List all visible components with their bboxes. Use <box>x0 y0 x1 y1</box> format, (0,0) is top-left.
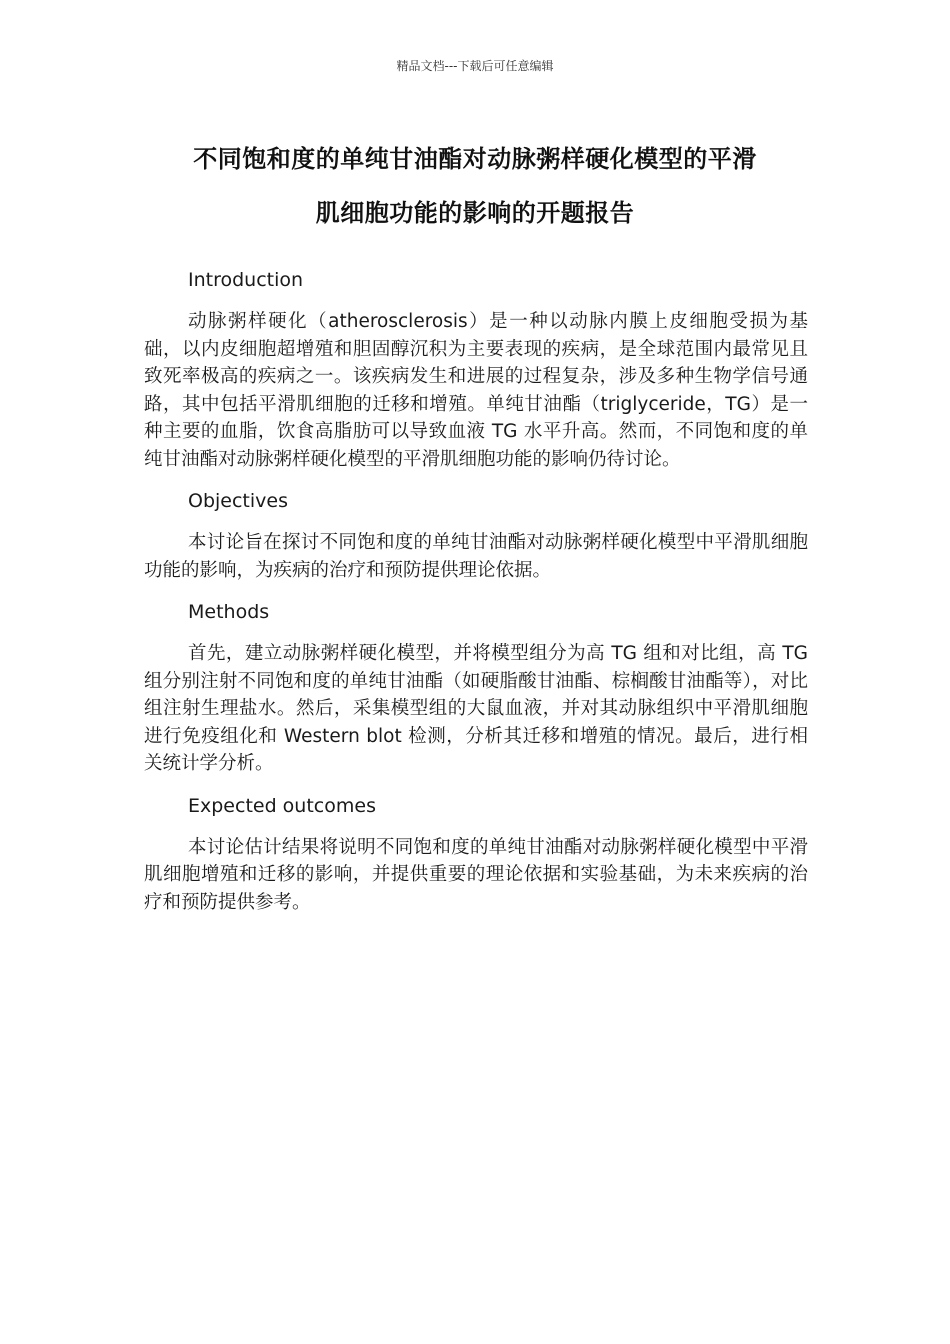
methods-heading: Methods <box>188 601 270 623</box>
document-body <box>144 266 808 930</box>
title-line-1: 不同饱和度的单纯甘油酯对动脉粥样硬化模型的平滑 <box>193 145 757 173</box>
expected-outcomes-paragraph: 本讨论估计结果将说明不同饱和度的单纯甘油酯对动脉粥样硬化模型中平滑肌细胞增殖和迁移的影响，并提供重要的理论依据和实验基础，为未来疾病的治疗和预防提供参考。 <box>144 836 808 913</box>
expected-outcomes-heading: Expected outcomes <box>188 794 376 817</box>
methods-paragraph: 首先，建立动脉粥样硬化模型，并将模型组分为高 TG 组和对比组，高 TG 组分别注射不同饱和度的单纯甘油酯（如硬脂酸甘油酯、棕榈酸甘油酯等），对比组注射生理盐水。然后，采集模型组的大鼠血液，并对其动脉组织中平滑肌细胞进行免疫组化和 Western blot 检测，分析其迁移和增殖的情况。最后，进行相关统计学分析。 <box>144 643 808 774</box>
document-title <box>130 132 820 240</box>
introduction-heading: Introduction <box>188 269 304 291</box>
title-line-2: 肌细胞功能的影响的开题报告 <box>315 199 635 227</box>
page-header: 精品文档---下载后可任意编辑 <box>396 59 554 73</box>
objectives-heading: Objectives <box>188 490 288 512</box>
objectives-paragraph: 本讨论旨在探讨不同饱和度的单纯甘油酯对动脉粥样硬化模型中平滑肌细胞功能的影响，为疾病的治疗和预防提供理论依据。 <box>144 532 808 581</box>
introduction-paragraph: 动脉粥样硬化（atherosclerosis）是一种以动脉内膜上皮细胞受损为基础，以内皮细胞超增殖和胆固醇沉积为主要表现的疾病，是全球范围内最常见且致死率极高的疾病之一。该疾病发生和进展的过程复杂，涉及多种生物学信号通路，其中包括平滑肌细胞的迁移和增殖。单纯甘油酯（triglyceride，TG）是一种主要的血脂，饮食高脂肪可以导致血液 TG 水平升高。然而，不同饱和度的单纯甘油酯对动脉粥样硬化模型的平滑肌细胞功能的影响仍待讨论。 <box>144 311 808 470</box>
